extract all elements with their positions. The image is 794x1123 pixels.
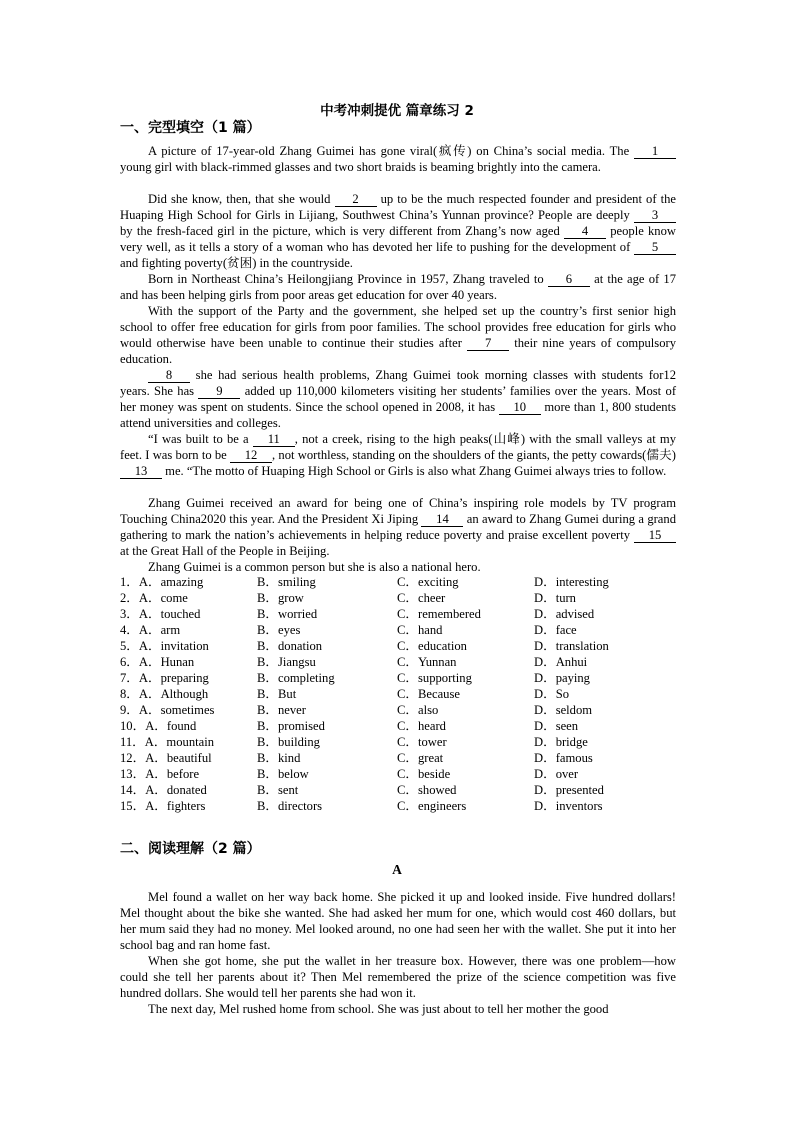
question-number: 15． [120,799,146,813]
passage-text: an award to Zhang Gumei during a grand gathering to mark the nation’s achievements in helping reduce poverty and praise excellent poverty [120,512,676,542]
passage-text: their nine years of compulsory education. [120,336,676,366]
question-number: 10． [120,719,146,733]
passage-text: young girl with black-rimmed glasses and two short braids is beaming brightly into the camera. [120,160,601,174]
question-row [120,798,680,814]
option-cell: D．presented [534,783,604,797]
question-row [120,702,680,718]
option-cell: C．remembered [397,607,481,621]
passage-text: at the Great Hall of the People in Beijing. [120,544,330,558]
option-cell: B．Jiangsu [257,655,316,669]
option-cell [120,766,257,782]
question-row [120,574,680,590]
option-cell: D．paying [534,671,590,685]
passage-paragraph [120,271,676,303]
option-cell: D．face [534,623,577,637]
option-cell: C．showed [397,783,457,797]
passage-text: Did she know, then, that she would [148,192,335,206]
option-cell [120,622,257,638]
question-row [120,670,680,686]
option-a: A．Hunan [138,655,195,669]
passage-paragraph [120,559,676,575]
option-cell: C．education [397,639,467,653]
passage-text: more than 1, 800 students attend universities and colleges. [120,400,676,430]
option-cell [120,638,257,654]
passage-paragraph [120,303,676,367]
passage-text: Zhang Guimei is a common person but she is also a national hero. [148,560,481,574]
reading-paragraph: Mel found a wallet on her way back home. She picked it up and looked inside. Five hundred dollars! Mel thought about the bike she wanted. She had asked her mum for one, which would cost 460 dollars, but her mum said they had no money. Mel looked around, no one had seen her with the wallet. She put it into her school bag and ran home fast. [120,890,676,952]
blank-number: 2 [335,193,377,207]
question-number: 8． [120,687,139,701]
option-cell: B．below [257,767,309,781]
section1-heading: 一、完型填空（1 篇） [120,120,261,136]
option-cell: D．advised [534,607,595,621]
option-cell [120,734,257,750]
passage-text: A picture of 17-year-old Zhang Guimei has gone viral(疯传) on China’s social media. The [148,144,634,158]
question-row [120,622,680,638]
question-number: 7． [120,671,139,685]
options-list [120,574,680,814]
reading-paragraph: When she got home, she put the wallet in her treasure box. However, there was one problem—how could she tell her parents about it? Then Mel remembered the prize of the science competition was five hundred dollars. She would tell her parents she had won it. [120,954,676,1000]
option-cell: C．also [397,703,439,717]
option-cell: B．promised [257,719,325,733]
passage-text: she had serious health problems, Zhang Guimei took morning classes with students for12 years. She has [120,368,676,398]
option-cell: B．smiling [257,575,316,589]
option-cell [120,606,257,622]
question-number: 5． [120,639,139,653]
option-cell: C．supporting [397,671,472,685]
passage-text: up to be the much respected founder and president of the Huaping High School for Girls in Lijiang, Southwest China’s Yunnan province? People are deeply [120,192,676,222]
option-a: A．before [145,767,200,781]
option-a: A．found [145,719,197,733]
option-cell [120,654,257,670]
question-number: 2． [120,591,139,605]
option-cell [120,702,257,718]
blank-number: 9 [198,385,240,399]
option-a: A．come [138,591,188,605]
option-cell: D．turn [534,591,576,605]
blank-number: 6 [548,273,590,287]
option-cell: B．donation [257,639,323,653]
question-row [120,782,680,798]
option-cell: C．great [397,751,444,765]
option-cell: C．cheer [397,591,446,605]
question-number: 4． [120,623,139,637]
page-title: 中考冲刺提优 篇章练习 2 [320,103,474,119]
option-cell: D．seen [534,719,579,733]
option-cell [120,750,257,766]
passage-text: me. “The motto of Huaping High School or Girls is also what Zhang Guimei always tries to follow. [162,464,667,478]
option-a: A．amazing [138,575,204,589]
question-number: 11． [120,735,145,749]
passage-text: added up 110,000 kilometers visiting her students’ families over the years. Most of her money was spent on students. Since the school opened in 2008, it has [120,384,677,414]
question-row [120,750,680,766]
question-number: 14． [120,783,146,797]
option-cell: D．seldom [534,703,593,717]
question-row [120,718,680,734]
option-a: A．beautiful [145,751,212,765]
question-row [120,766,680,782]
option-cell: B．building [257,735,320,749]
blank-number: 10 [499,401,541,415]
option-cell: B．completing [257,671,335,685]
option-cell: B．eyes [257,623,301,637]
blank-number: 11 [253,433,295,447]
passage-text: With the support of the Party and the government, she helped set up the country’s first senior high school to offer free education for girls from poor families. The school provides free education for girls who would otherwise have been unable to continue their studies after [120,304,676,350]
option-a: A．invitation [138,639,209,653]
reading-paragraph: The next day, Mel rushed home from school. She was just about to tell her mother the good [148,1002,609,1016]
section2-heading: 二、阅读理解（2 篇） [120,841,261,857]
option-a: A．preparing [138,671,209,685]
option-cell: C．Because [397,687,460,701]
option-cell: C．heard [397,719,446,733]
option-cell [120,718,257,734]
option-cell: C．hand [397,623,443,637]
blank-number: 15 [634,529,676,543]
blank-number: 5 [634,241,676,255]
question-row [120,734,680,750]
option-cell: D．translation [534,639,609,653]
option-cell: C．exciting [397,575,459,589]
question-row [120,686,680,702]
blank-number: 3 [634,209,676,223]
option-cell: D．bridge [534,735,588,749]
passage-text: at the age of 17 and has been helping girls from poor areas get education for over 40 years. [120,272,676,302]
option-cell: D．famous [534,751,593,765]
blank-number: 7 [467,337,509,351]
option-cell: D．So [534,687,569,701]
option-cell [120,798,257,814]
option-cell: B．worried [257,607,318,621]
option-cell [120,670,257,686]
option-cell [120,574,257,590]
option-cell: B．grow [257,591,304,605]
option-cell: B．directors [257,799,323,813]
passage-text: Born in Northeast China’s Heilongjiang Province in 1957, Zhang traveled to [148,272,548,286]
passage-text: “I was built to be a [148,432,253,446]
option-cell [120,590,257,606]
passage-paragraph [120,367,676,431]
option-a: A．sometimes [138,703,215,717]
option-cell [120,782,257,798]
option-cell: D．over [534,767,579,781]
passage-text: and fighting poverty(贫困) in the countryside. [120,256,353,270]
option-cell: C．tower [397,735,447,749]
blank-number: 14 [421,513,463,527]
blank-number: 13 [120,465,162,479]
passage-paragraph [120,495,676,559]
option-cell [120,686,257,702]
passage-paragraph [120,143,676,175]
passage-text: by the fresh-faced girl in the picture, which is very different from Zhang’s now aged [120,224,564,238]
question-row [120,590,680,606]
option-cell: B．kind [257,751,301,765]
passage-text: Zhang Guimei received an award for being one of China’s inspiring role models by TV program Touching China2020 this year. And the President Xi Jiping [120,496,676,526]
question-number: 12． [120,751,146,765]
blank-number: 8 [148,369,190,383]
passage-paragraph [120,191,676,271]
question-row [120,638,680,654]
option-cell: D．interesting [534,575,609,589]
passage-paragraph [120,431,676,479]
option-a: A．donated [145,783,207,797]
blank-number: 12 [230,449,272,463]
option-cell: C．engineers [397,799,467,813]
option-cell: C．beside [397,767,451,781]
option-a: A．mountain [144,735,214,749]
blank-number: 4 [564,225,606,239]
question-number: 6． [120,655,139,669]
passage-text: people know very well, as it tells a story of a woman who has devoted her life to pushing for the development of [120,224,676,254]
blank-number: 1 [634,145,676,159]
option-cell: B．sent [257,783,299,797]
question-row [120,654,680,670]
option-cell: C．Yunnan [397,655,457,669]
question-number: 3． [120,607,139,621]
passage-label: A [392,862,402,877]
option-cell: D．Anhui [534,655,588,669]
option-a: A．arm [138,623,181,637]
option-a: A．Although [138,687,209,701]
question-row [120,606,680,622]
question-number: 13． [120,767,146,781]
option-a: A．fighters [145,799,206,813]
question-number: 1． [120,575,139,589]
option-cell: B．never [257,703,306,717]
passage-text: , not worthless, standing on the shoulders of the giants, the petty cowards(儒夫) [272,448,676,462]
option-cell: B．But [257,687,297,701]
option-a: A．touched [138,607,201,621]
passage-text: , not a creek, rising to the high peaks(山峰) with the small valleys at my feet. I was born to be [120,432,676,462]
option-cell: D．inventors [534,799,603,813]
question-number: 9． [120,703,139,717]
